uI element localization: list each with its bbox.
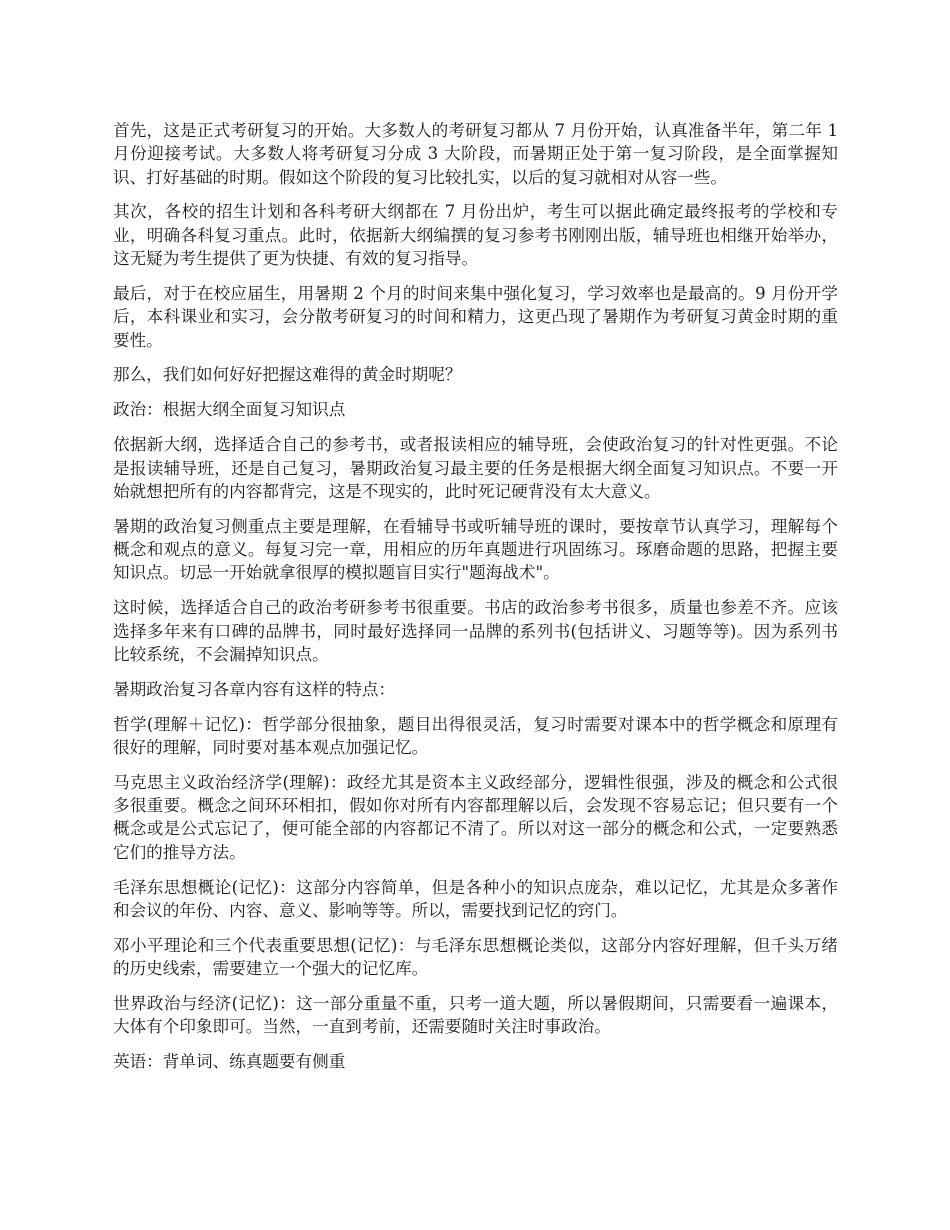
heading-politics: 政治：根据大纲全面复习知识点 bbox=[113, 400, 346, 420]
paragraph-intro-second: 其次，各校的招生计划和各科考研大纲都在 7 月份出炉，考生可以据此确定最终报考的学校和专业，明确各科复习重点。此时，依据新大纲编撰的复习参考书刚刚出版，辅导班也相继开始举办，这无疑为考生提供了更为快捷、有效的复习指导。 bbox=[113, 202, 838, 269]
paragraph-world-politics: 世界政治与经济(记忆)：这一部分重量不重，只考一道大题，所以暑假期间，只需要看一遍课本，大体有个印象即可。当然，一直到考前，还需要随时关注时事政治。 bbox=[113, 993, 838, 1037]
paragraph-politics-books: 这时候，选择适合自己的政治考研参考书很重要。书店的政治参考书很多，质量也参差不齐。应该选择多年来有口碑的品牌书，同时最好选择同一品牌的系列书(包括讲义、习题等等)。因为系列书比较系统，不会漏掉知识点。 bbox=[113, 598, 838, 664]
paragraph-chapter-features: 暑期政治复习各章内容有这样的特点： bbox=[113, 679, 396, 699]
heading-english: 英语：背单词、练真题要有侧重 bbox=[113, 1052, 346, 1072]
paragraph-mao-thought: 毛泽东思想概论(记忆)：这部分内容简单，但是各种小的知识点庞杂，难以记忆，尤其是众多著作和会议的年份、内容、意义、影响等等。所以，需要找到记忆的窍门。 bbox=[113, 877, 838, 920]
paragraph-philosophy: 哲学(理解＋记忆)：哲学部分很抽象，题目出得很灵活，复习时需要对课本中的哲学概念和原理有很好的理解，同时要对基本观点加强记忆。 bbox=[113, 714, 838, 757]
paragraph-political-economy: 马克思主义政治经济学(理解)：政经尤其是资本主义政经部分，逻辑性很强，涉及的概念和公式很多很重要。概念之间环环相扣，假如你对所有内容都理解以后，会发现不容易忘记；但只要有一个概念或是公式忘记了，便可能全部的内容都记不清了。所以对这一部分的概念和公式，一定要熟悉它们的推导方法。 bbox=[113, 772, 838, 862]
document-body bbox=[113, 119, 838, 1085]
paragraph-question: 那么，我们如何好好把握这难得的黄金时期呢？ bbox=[113, 365, 462, 385]
paragraph-intro-last: 最后，对于在校应届生，用暑期 2 个月的时间来集中强化复习，学习效率也是最高的。9 月份开学后，本科课业和实习，会分散考研复习的时间和精力，这更凸现了暑期作为考研复习黄金时期的重要性。 bbox=[113, 283, 838, 350]
paragraph-politics-focus: 暑期的政治复习侧重点主要是理解，在看辅导书或听辅导班的课时，要按章节认真学习，理解每个概念和观点的意义。每复习完一章，用相应的历年真题进行巩固练习。琢磨命题的思路，把握主要知识点。切忌一开始就拿很厚的模拟题盲目实行"题海战术"。 bbox=[113, 516, 838, 583]
paragraph-deng-theory: 邓小平理论和三个代表重要思想(记忆)：与毛泽东思想概论类似，这部分内容好理解，但千头万绪的历史线索，需要建立一个强大的记忆库。 bbox=[113, 935, 838, 979]
paragraph-politics-outline: 依据新大纲，选择适合自己的参考书，或者报读相应的辅导班，会使政治复习的针对性更强。不论是报读辅导班，还是自己复习，暑期政治复习最主要的任务是根据大纲全面复习知识点。不要一开始就想把所有的内容都背完，这是不现实的，此时死记硬背没有太大意义。 bbox=[113, 435, 838, 501]
paragraph-intro-first: 首先，这是正式考研复习的开始。大多数人的考研复习都从 7 月份开始，认真准备半年，第二年 1 月份迎接考试。大多数人将考研复习分成 3 大阶段，而暑期正处于第一复习阶段，是全面掌握知识、打好基础的时期。假如这个阶段的复习比较扎实，以后的复习就相对从容一些。 bbox=[113, 121, 838, 187]
